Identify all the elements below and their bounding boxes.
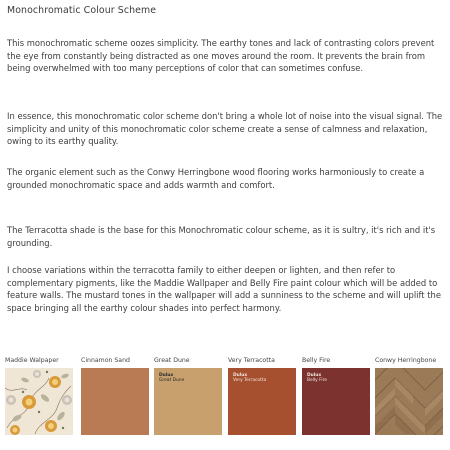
chip-label <box>233 373 266 383</box>
swatch-label: Cinnamon Sand <box>81 357 130 364</box>
paint-chip <box>228 368 296 435</box>
paint-chip <box>154 368 222 435</box>
description-paragraph-1: This monochromatic scheme oozes simplicity. The earthy tones and lack of contrasting colors prevent the eye from constantly being distracted as one moves around the room. It prevents the brain from being overwhelmed with too many perceptions of color that can sometimes confuse. <box>7 38 435 74</box>
chip-name: Very Terracotta <box>233 378 267 383</box>
chip-label <box>307 373 327 383</box>
chip-brand: Dulux <box>233 373 248 378</box>
description-paragraph-2: In essence, this monochromatic color scheme don't bring a whole lot of noise into the visual signal. The simplicity and unity of this monochromatic color scheme create a sense of calmness and relaxation, owing to its earthy quality. <box>7 111 443 147</box>
description-paragraph-5: I choose variations within the terracotta family to either deepen or lighten, and then refer to complementary pigments, like the Maddie Wallpaper and Belly Fire paint colour which will be added to feature walls. The mustard tones in the wallpaper will add a sunniness to the scheme and will uplift the space bringing all the earthy colour shades into perfect harmony. <box>7 265 441 313</box>
herringbone-wood-image <box>375 368 443 435</box>
paint-chip <box>302 368 370 435</box>
swatch-label: Great Dune <box>154 357 190 364</box>
description-paragraph-4: The Terracotta shade is the base for this Monochromatic colour scheme, as it is sultry, it's rich and it's grounding. <box>7 225 436 248</box>
swatch-label: Very Terracotta <box>228 357 275 364</box>
chip-label <box>159 373 184 383</box>
description-paragraph-3: The organic element such as the Conwy Herringbone wood flooring works harmoniously to create a grounded monochromatic space and adds warmth and comfort. <box>7 167 425 190</box>
floral-wallpaper-image <box>5 368 73 435</box>
paint-chip <box>81 368 149 435</box>
chip-name: Belly Fire <box>307 378 327 383</box>
swatch-label: Maddie Walpaper <box>5 357 59 364</box>
board-title: Monochromatic Colour Scheme <box>7 5 157 16</box>
swatch-label: Conwy Herringbone <box>375 357 437 364</box>
chip-name: Great Dune <box>159 378 185 383</box>
chip-brand: Dulux <box>307 373 322 378</box>
swatch-label: Belly Fire <box>302 357 331 364</box>
chip-brand: Dulux <box>159 373 174 378</box>
swatch-row <box>0 357 450 450</box>
